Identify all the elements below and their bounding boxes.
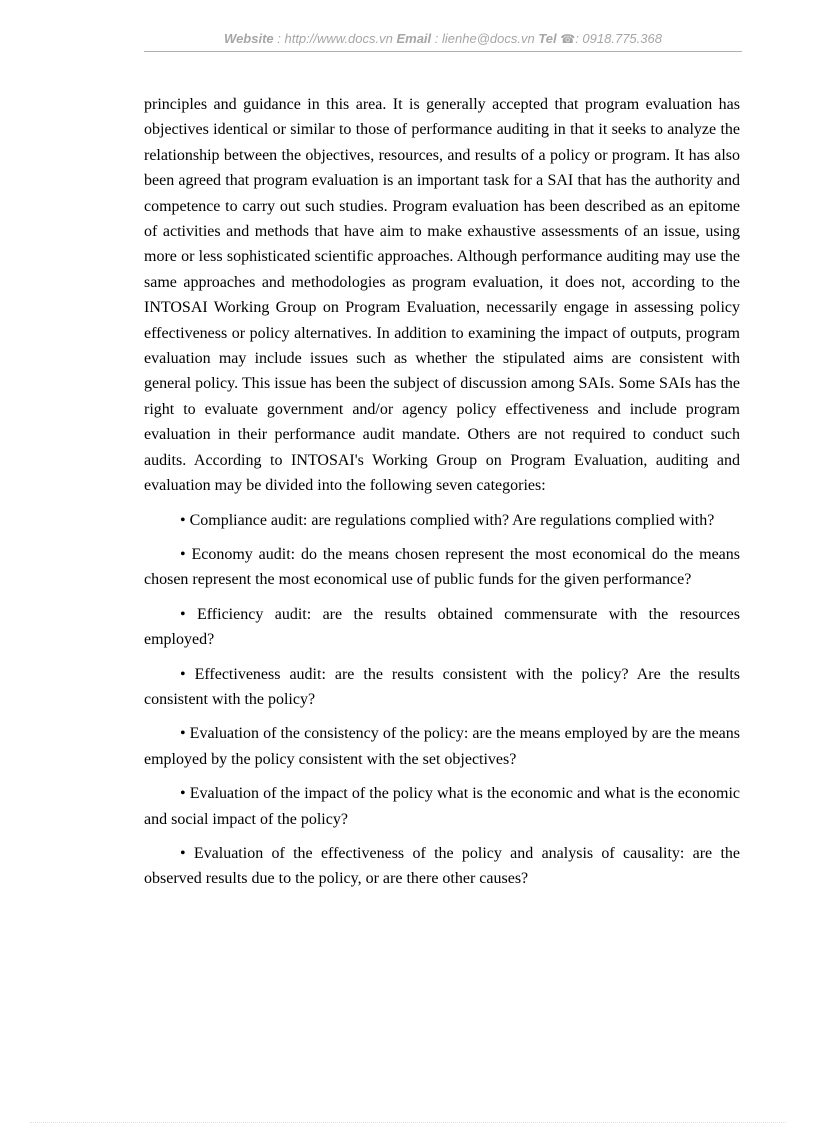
tel-label: Tel bbox=[538, 31, 557, 46]
email-address[interactable]: : lienhe@docs.vn bbox=[431, 31, 539, 46]
bullet-effectiveness-audit: • Effectiveness audit: are the results consistent with the policy? Are the results consistent with the policy? bbox=[144, 665, 740, 708]
bullet-impact-evaluation: • Evaluation of the impact of the policy what is the economic and what is the economic and social impact of the policy? bbox=[144, 785, 740, 828]
tel-number: : 0918.775.368 bbox=[575, 31, 662, 46]
header-rule bbox=[144, 51, 742, 52]
email-label: Email bbox=[396, 31, 432, 46]
website-label: Website bbox=[224, 31, 274, 46]
page-header bbox=[144, 30, 742, 48]
intro-paragraph: principles and guidance in this area. It is generally accepted that program evaluation has objectives identical or similar to those of performance auditing in that it seeks to analyze the relationship between the objectives, resources, and results of a policy or program. It has also been agreed that program evaluation is an important task for a SAI that has the authority and competence to carry out such studies. Program evaluation has been described as an epitome of activities and methods that have aim to make exhaustive assessments of an issue, using more or less sophisticated scientific approaches. Although performance auditing may use the same approaches and methodologies as program evaluation, it does not, according to the INTOSAI Working Group on Program Evaluation, necessarily engage in assessing policy effectiveness or policy alternatives. In addition to examining the impact of outputs, program evaluation may include issues such as whether the stipulated aims are consistent with general policy. This issue has been the subject of discussion among SAIs. Some SAIs has the right to evaluate government and/or agency policy effectiveness and include program evaluation in their performance audit mandate. Others are not required to conduct such audits. According to INTOSAI's Working Group on Program Evaluation, auditing and evaluation may be divided into the following seven categories: bbox=[144, 96, 740, 495]
website-url[interactable]: : http://www.docs.vn bbox=[273, 31, 397, 46]
bullet-compliance-audit: • Compliance audit: are regulations complied with? Are regulations complied with? bbox=[180, 511, 715, 529]
bullet-consistency-evaluation: • Evaluation of the consistency of the policy: are the means employed by are the means employed by the policy consistent with the set objectives? bbox=[144, 725, 740, 768]
document-body bbox=[144, 92, 740, 892]
phone-icon: ☎ bbox=[560, 32, 576, 46]
bullet-causality-evaluation: • Evaluation of the effectiveness of the policy and analysis of causality: are the observed results due to the policy, or are there other causes? bbox=[144, 844, 740, 888]
bullet-efficiency-audit: • Efficiency audit: are the results obtained commensurate with the resources employed? bbox=[144, 605, 740, 649]
bullet-economy-audit: • Economy audit: do the means chosen represent the most economical do the means chosen represent the most economical use of public funds for the given performance? bbox=[144, 545, 740, 589]
